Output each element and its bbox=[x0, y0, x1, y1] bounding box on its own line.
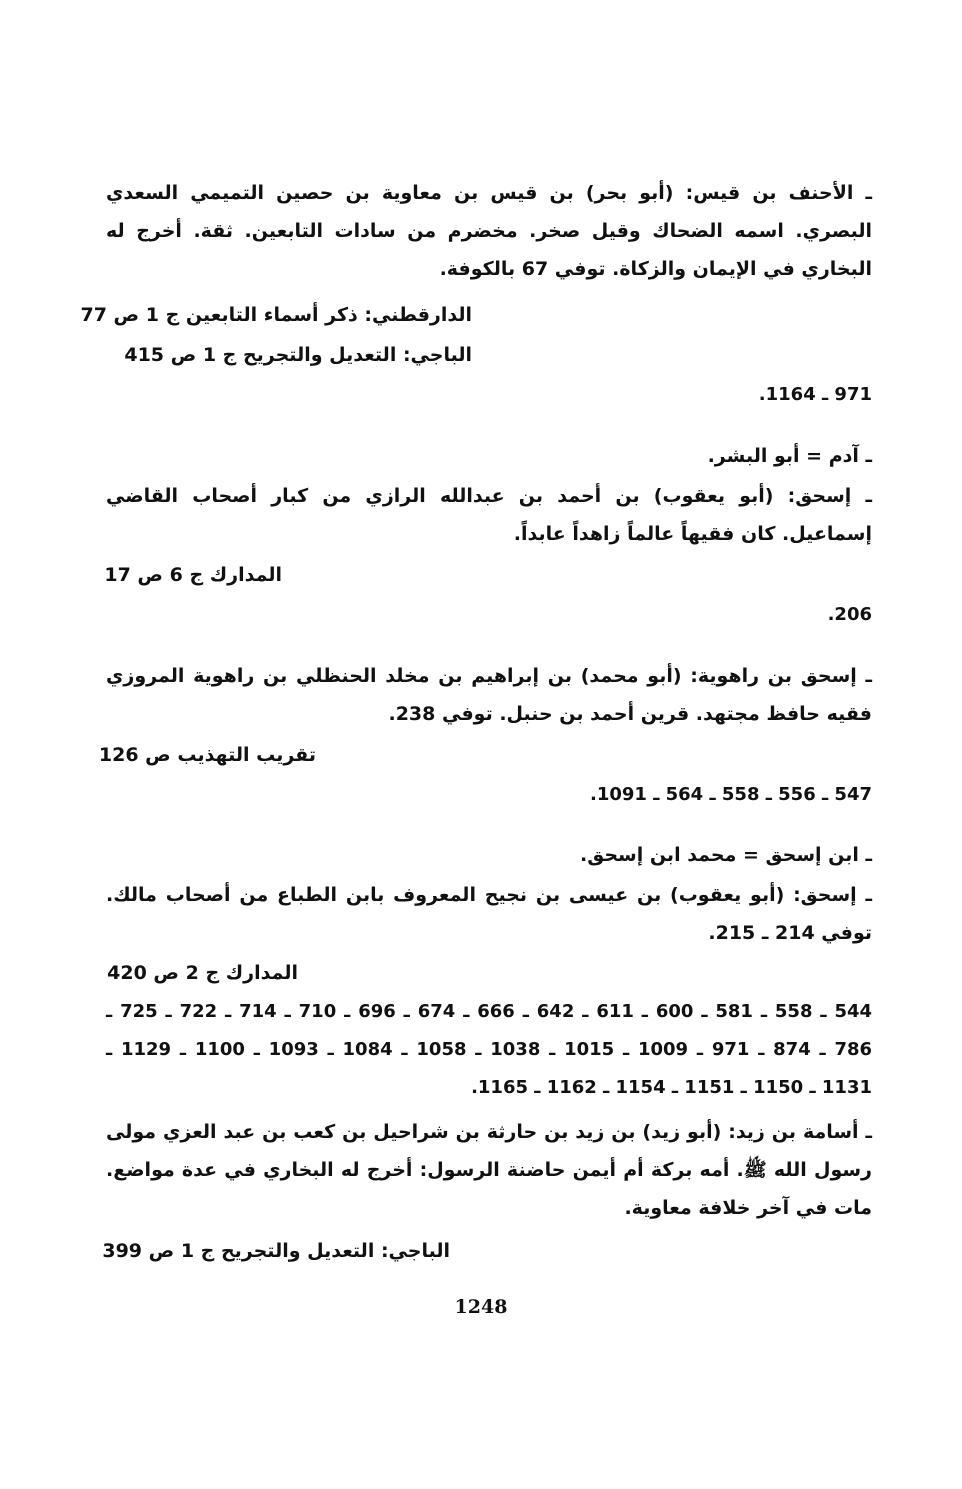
entry-ishaq-tabba-page-refs: 544 ـ 558 ـ 581 ـ 600 ـ 611 ـ 642 ـ 666 ـ 674 ـ 696 ـ 710 ـ 714 ـ 722 ـ 725 ـ 786 ـ 874 ـ 971 ـ 1009 ـ 1015 ـ 1038 ـ 1058 ـ 1084 ـ 1093 ـ 1100 ـ 1129 ـ 1131 ـ 1150 ـ 1151 ـ 1154 ـ 1162 ـ 1165. bbox=[106, 1001, 873, 1098]
entry-ahnaf-ref-baji: الباجي: التعديل والتجريح ج 1 ص 415 bbox=[124, 344, 472, 366]
entry-usama-ref-baji: الباجي: التعديل والتجريح ج 1 ص 399 bbox=[102, 1240, 450, 1262]
entry-ishaq-rahawayh-text: ـ إسحق بن راهوية: (أبو محمد) بن إبراهيم بن مخلد الحنظلي بن راهوية المروزي فقيه حافظ مجتهد. قرين أحمد بن حنبل. توفي 238. bbox=[106, 665, 872, 725]
entry-adam-text: ـ آدم = أبو البشر. bbox=[707, 445, 872, 467]
entry-ishaq-razi-page-refs: 206. bbox=[827, 604, 872, 625]
entry-ishaq-razi-ref-madarik: المدارك ج 6 ص 17 bbox=[104, 564, 282, 586]
entry-usama-text: ـ أسامة بن زيد: (أبو زيد) بن زيد بن حارثة بن شراحيل بن كعب بن عبد العزي مولى رسول الله ﷺ. أمه بركة أم أيمن حاضنة الرسول: أخرج له البخاري في عدة مواضع. مات في آخر خلافة معاوية. bbox=[106, 1121, 872, 1219]
entry-ishaq-tabba-ref-madarik: المدارك ج 2 ص 420 bbox=[107, 962, 298, 984]
page-number: 1248 bbox=[454, 1296, 508, 1318]
entry-ahnaf-text: ـ الأحنف بن قيس: (أبو بحر) بن قيس بن معاوية بن حصين التميمي السعدي البصري. اسمه الضحاك وقيل صخر. مخضرم من سادات التابعين. ثقة. أخرج له البخاري في الإيمان والزكاة. توفي 67 بالكوفة. bbox=[106, 182, 872, 280]
entry-ishaq-razi-text: ـ إسحق: (أبو يعقوب) بن أحمد بن عبدالله الرازي من كبار أصحاب القاضي إسماعيل. كان فقيهاً عالماً زاهداً عابداً. bbox=[106, 485, 872, 545]
entry-ishaq-tabba-text: ـ إسحق: (أبو يعقوب) بن عيسى بن نجيح المعروف بابن الطباع من أصحاب مالك. توفي 214 ـ 215. bbox=[106, 884, 872, 944]
entry-ishaq-rahawayh-page-refs: 547 ـ 556 ـ 558 ـ 564 ـ 1091. bbox=[589, 784, 872, 805]
entry-ahnaf-page-refs: 971 ـ 1164. bbox=[758, 384, 872, 405]
entry-ahnaf-ref-daraqutni: الدارقطني: ذكر أسماء التابعين ج 1 ص 77 bbox=[80, 304, 472, 326]
entry-ibn-ishaq-text: ـ ابن إسحق = محمد ابن إسحق. bbox=[579, 844, 872, 866]
entry-ishaq-rahawayh-ref-taqrib: تقريب التهذيب ص 126 bbox=[98, 744, 316, 766]
